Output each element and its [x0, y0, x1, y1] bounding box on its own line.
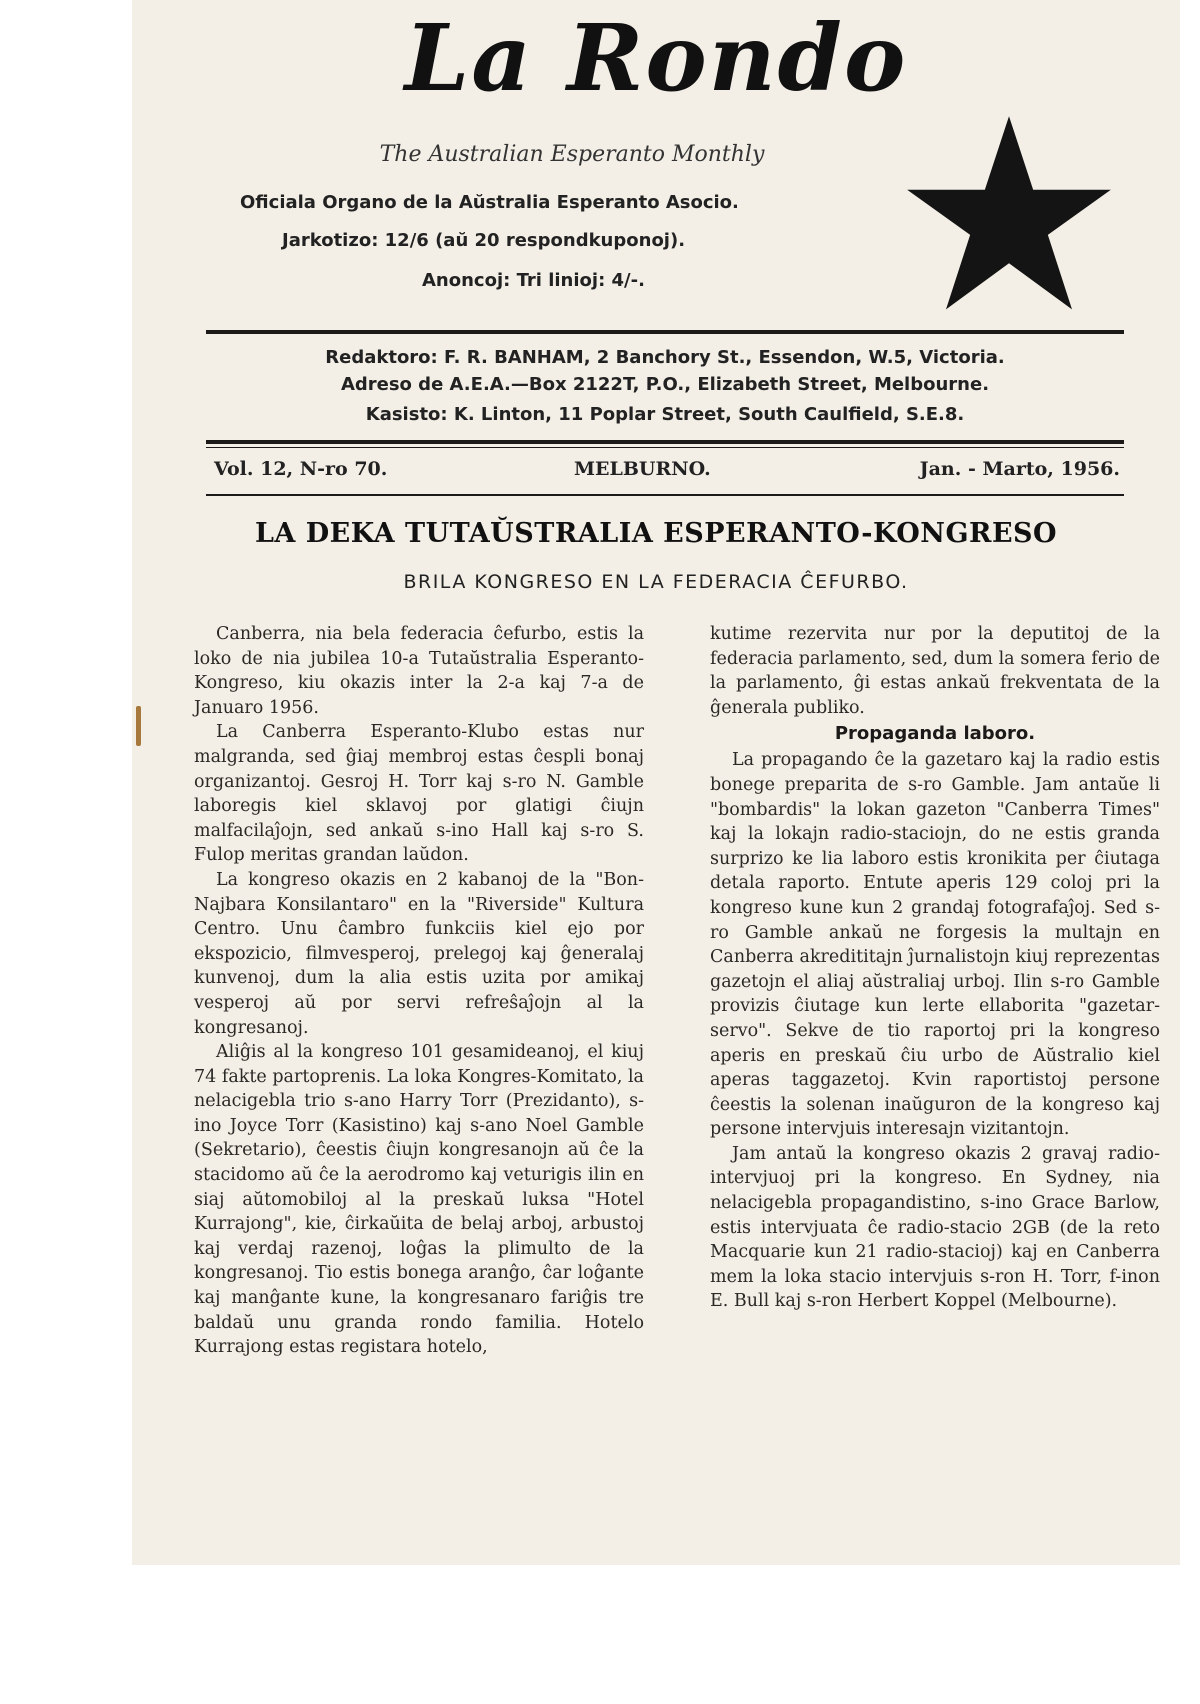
- green-star-icon: [904, 112, 1114, 322]
- header-bottom-rule: [206, 494, 1124, 496]
- treasurer-line: Kasisto: K. Linton, 11 Poplar Street, South Caulfield, S.E.8.: [365, 404, 965, 425]
- mid-rule: [206, 440, 1124, 444]
- subscription-line: Jarkotizo: 12/6 (aŭ 20 respondkuponoj).: [282, 230, 686, 251]
- paragraph: Jam antaŭ la kongreso okazis 2 gravaj radio-intervjuoj pri la kongreso. En Sydney, nia nelacigebla propagandistino, s-ino Grace Barlow, estis intervjuata ĉe radio-stacio 2GB (de la reto Macquarie kun 21 radio-stacioj) kaj en Canberra mem la loka stacio intervjuis s-ron H. Torr, f-inon E. Bull kaj s-ron Herbert Koppel (Melbourne).: [710, 1143, 1160, 1312]
- address-line: Adreso de A.E.A.—Box 2122T, P.O., Elizabeth Street, Melbourne.: [340, 374, 990, 395]
- issue-info-row: [214, 458, 1120, 484]
- top-rule: [206, 330, 1124, 334]
- editor-line: Redaktoro: F. R. BANHAM, 2 Banchory St., Essendon, W.5, Victoria.: [325, 347, 1005, 368]
- paragraph: Aliĝis al la kongreso 101 gesamideanoj, el kiuj 74 fakte partoprenis. La loka Kongres-Komitato, la nelacigebla trio s-ano Harry Torr (Prezidanto), s-ino Joyce Torr (Kasistino) kaj s-ano Noel Gamble (Sekretario), ĉeestis ĉiujn kongresanojn aŭ ĉe la stacidomo aŭ ĉe la aerodromo kaj veturigis ilin en siaj aŭtomobiloj al la preskaŭ luksa "Hotel Kurrajong", kie, ĉirkaŭita de belaj arboj, arbustoj kaj verdaj razenoj, loĝas la plimulto de la kongresanoj. Tio estis bonega aranĝo, ĉar loĝante kaj manĝante kune, la kongresanaro fariĝis tre baldaŭ unu granda rondo familia. Hotelo Kurrajong estas registara hotelo,: [194, 1042, 644, 1358]
- issue-volume: Vol. 12, N-ro 70.: [214, 458, 388, 480]
- article-subheadline: BRILA KONGRESO EN LA FEDERACIA ĈEFURBO.: [403, 571, 909, 593]
- mid-rule-thin: [206, 447, 1124, 448]
- paragraph: La propagando ĉe la gazetaro kaj la radio estis bonege preparita de s-ro Gamble. Jam antaŭe li "bombardis" la lokan gazeton "Canberra Times" kaj la lokajn radio-staciojn, do ne estis granda surprizo ke lia laboro estis kronikita per ĉiutaga detala raporto. Entute aperis 129 coloj pri la kongreso kune kun 2 grandaj fotografaĵoj. Sed s-ro Gamble ankaŭ ne forgesis la multajn en Canberra akredititajn ĵurnalistojn kiuj reprezentas gazetojn el aliaj aŭstraliaj urboj. Ilin s-ro Gamble provizis ĉiutage kun lerte ellaborita "gazetar-servo". Sekve de tio raportoj pri la kongreso aperis en preskaŭ ĉiu urbo de Aŭstralio kiel aperas taggazetoj. Kvin raportistoj persone ĉeestis la solenan inaŭguron de la kongreso kaj persone intervjuis interesajn vizitantojn.: [710, 750, 1160, 1140]
- section-heading-propaganda: Propaganda laboro.: [834, 723, 1036, 745]
- paragraph: kutime rezervita nur por la deputitoj de la federacia parlamento, sed, dum la somera ferio de la parlamento, ĝi estas ankaŭ frekventata de la ĝenerala publiko.: [710, 624, 1160, 718]
- paragraph: La kongreso okazis en 2 kabanoj de la "Bon-Najbara Konsilantaro" en la "Riverside" Kultura Centro. Unu ĉambro funkciis kiel ejo por ekspozicio, filmvesperoj, prelegoj kaj ĝeneralaj kunvenoj, dum la alia estis uzita por amikaj vesperoj aŭ por servi refreŝaĵojn al la kongresanoj.: [194, 869, 644, 1038]
- masthead-title: La Rondo: [404, 4, 908, 112]
- page-mark: [136, 706, 141, 746]
- issue-city: MELBURNO.: [574, 458, 711, 480]
- official-organ-line: Oficiala Organo de la Aŭstralia Esperanto Asocio.: [240, 192, 739, 213]
- ads-line: Anoncoj: Tri linioj: 4/-.: [422, 270, 645, 291]
- paragraph: Canberra, nia bela federacia ĉefurbo, estis la loko de nia jubilea 10-a Tutaŭstralia Esperanto-Kongreso, kiu okazis inter la 2-a kaj 7-a de Januaro 1956.: [194, 624, 644, 718]
- masthead-subtitle: The Australian Esperanto Monthly: [379, 142, 765, 167]
- issue-date: Jan. - Marto, 1956.: [919, 458, 1120, 480]
- magazine-page: [132, 0, 1180, 1565]
- article-headline: LA DEKA TUTAŬSTRALIA ESPERANTO-KONGRESO: [254, 518, 1058, 549]
- article-column-right: [710, 622, 1160, 1314]
- paragraph: La Canberra Esperanto-Klubo estas nur malgranda, sed ĝiaj membroj estas ĉespli bonaj organizantoj. Gesroj H. Torr kaj s-ro N. Gamble laboregis kiel sklavoj por glatigi ĉiujn malfacilaĵojn, sed ankaŭ s-ino Hall kaj s-ro S. Fulop meritas grandan laŭdon.: [194, 722, 644, 866]
- article-column-left: [194, 622, 644, 1360]
